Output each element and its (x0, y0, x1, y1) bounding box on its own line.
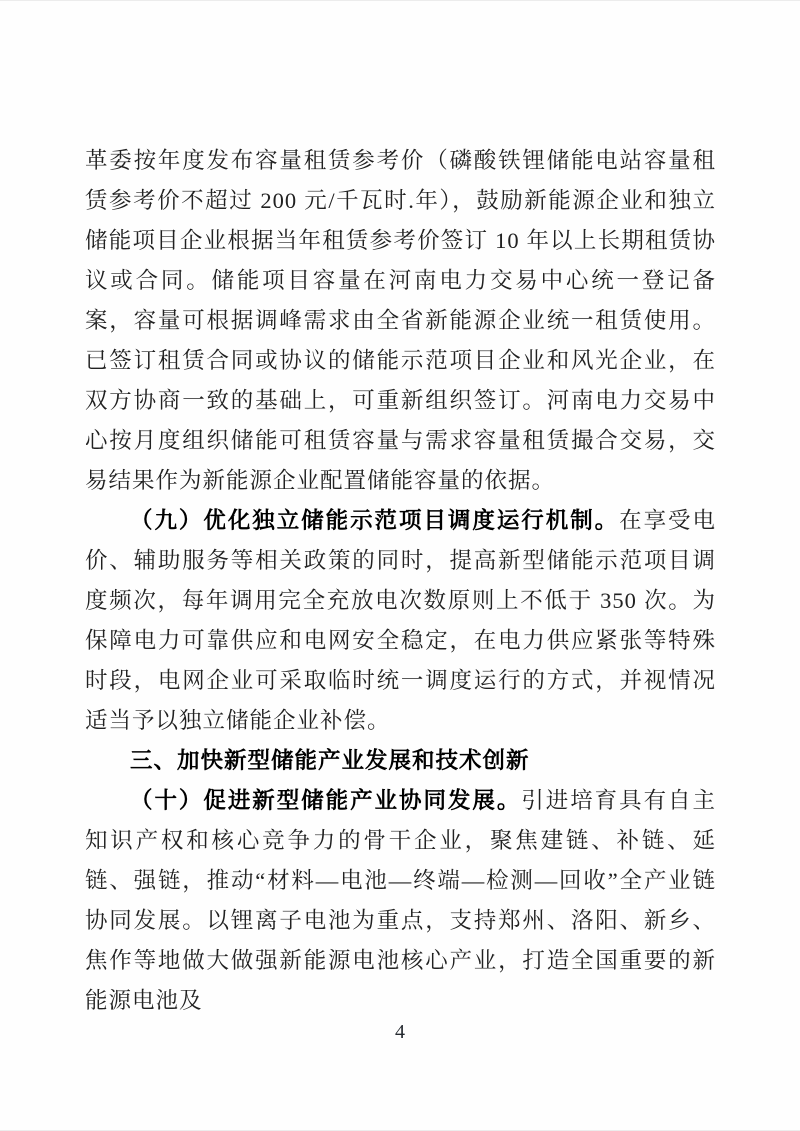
paragraph (85, 501, 716, 741)
bold-text-run: （九）优化独立储能示范项目调度运行机制。 (130, 508, 620, 533)
bold-text-run: （十）促进新型储能产业协同发展。 (130, 788, 522, 813)
paragraph (85, 781, 716, 1021)
text-block (85, 141, 716, 1021)
paragraph (85, 141, 716, 501)
page-footer (0, 1021, 800, 1044)
text-run: 革委按年度发布容量租赁参考价（磷酸铁锂储能电站容量租赁参考价不超过 200 元/千瓦时.年），鼓励新能源企业和独立储能项目企业根据当年租赁参考价签订 10 年以上长期租赁协议或合同。储能项目容量在河南电力交易中心统一登记备案，容量可根据调峰需求由全省新能源企业统一租赁使用。已签订租赁合同或协议的储能示范项目企业和风光企业，在双方协商一致的基础上，可重新组织签订。河南电力交易中心按月度组织储能可租赁容量与需求容量租赁撮合交易，交易结果作为新能源企业配置储能容量的依据。 (85, 148, 716, 493)
bold-text-run: 三、加快新型储能产业发展和技术创新 (130, 748, 530, 773)
section-heading (85, 741, 716, 781)
text-run: 引进培育具有自主知识产权和核心竞争力的骨干企业，聚焦建链、补链、延链、强链，推动“材料—电池—终端—检测—回收”全产业链协同发展。以锂离子电池为重点，支持郑州、洛阳、新乡、焦作等地做大做强新能源电池核心产业，打造全国重要的新能源电池及 (85, 788, 716, 1013)
text-run: 在享受电价、辅助服务等相关政策的同时，提高新型储能示范项目调度频次，每年调用完全充放电次数原则上不低于 350 次。为保障电力可靠供应和电网安全稳定，在电力供应紧张等特殊时段，电网企业可采取临时统一调度运行的方式，并视情况适当予以独立储能企业补偿。 (85, 508, 716, 733)
page-number: 4 (395, 1021, 405, 1043)
